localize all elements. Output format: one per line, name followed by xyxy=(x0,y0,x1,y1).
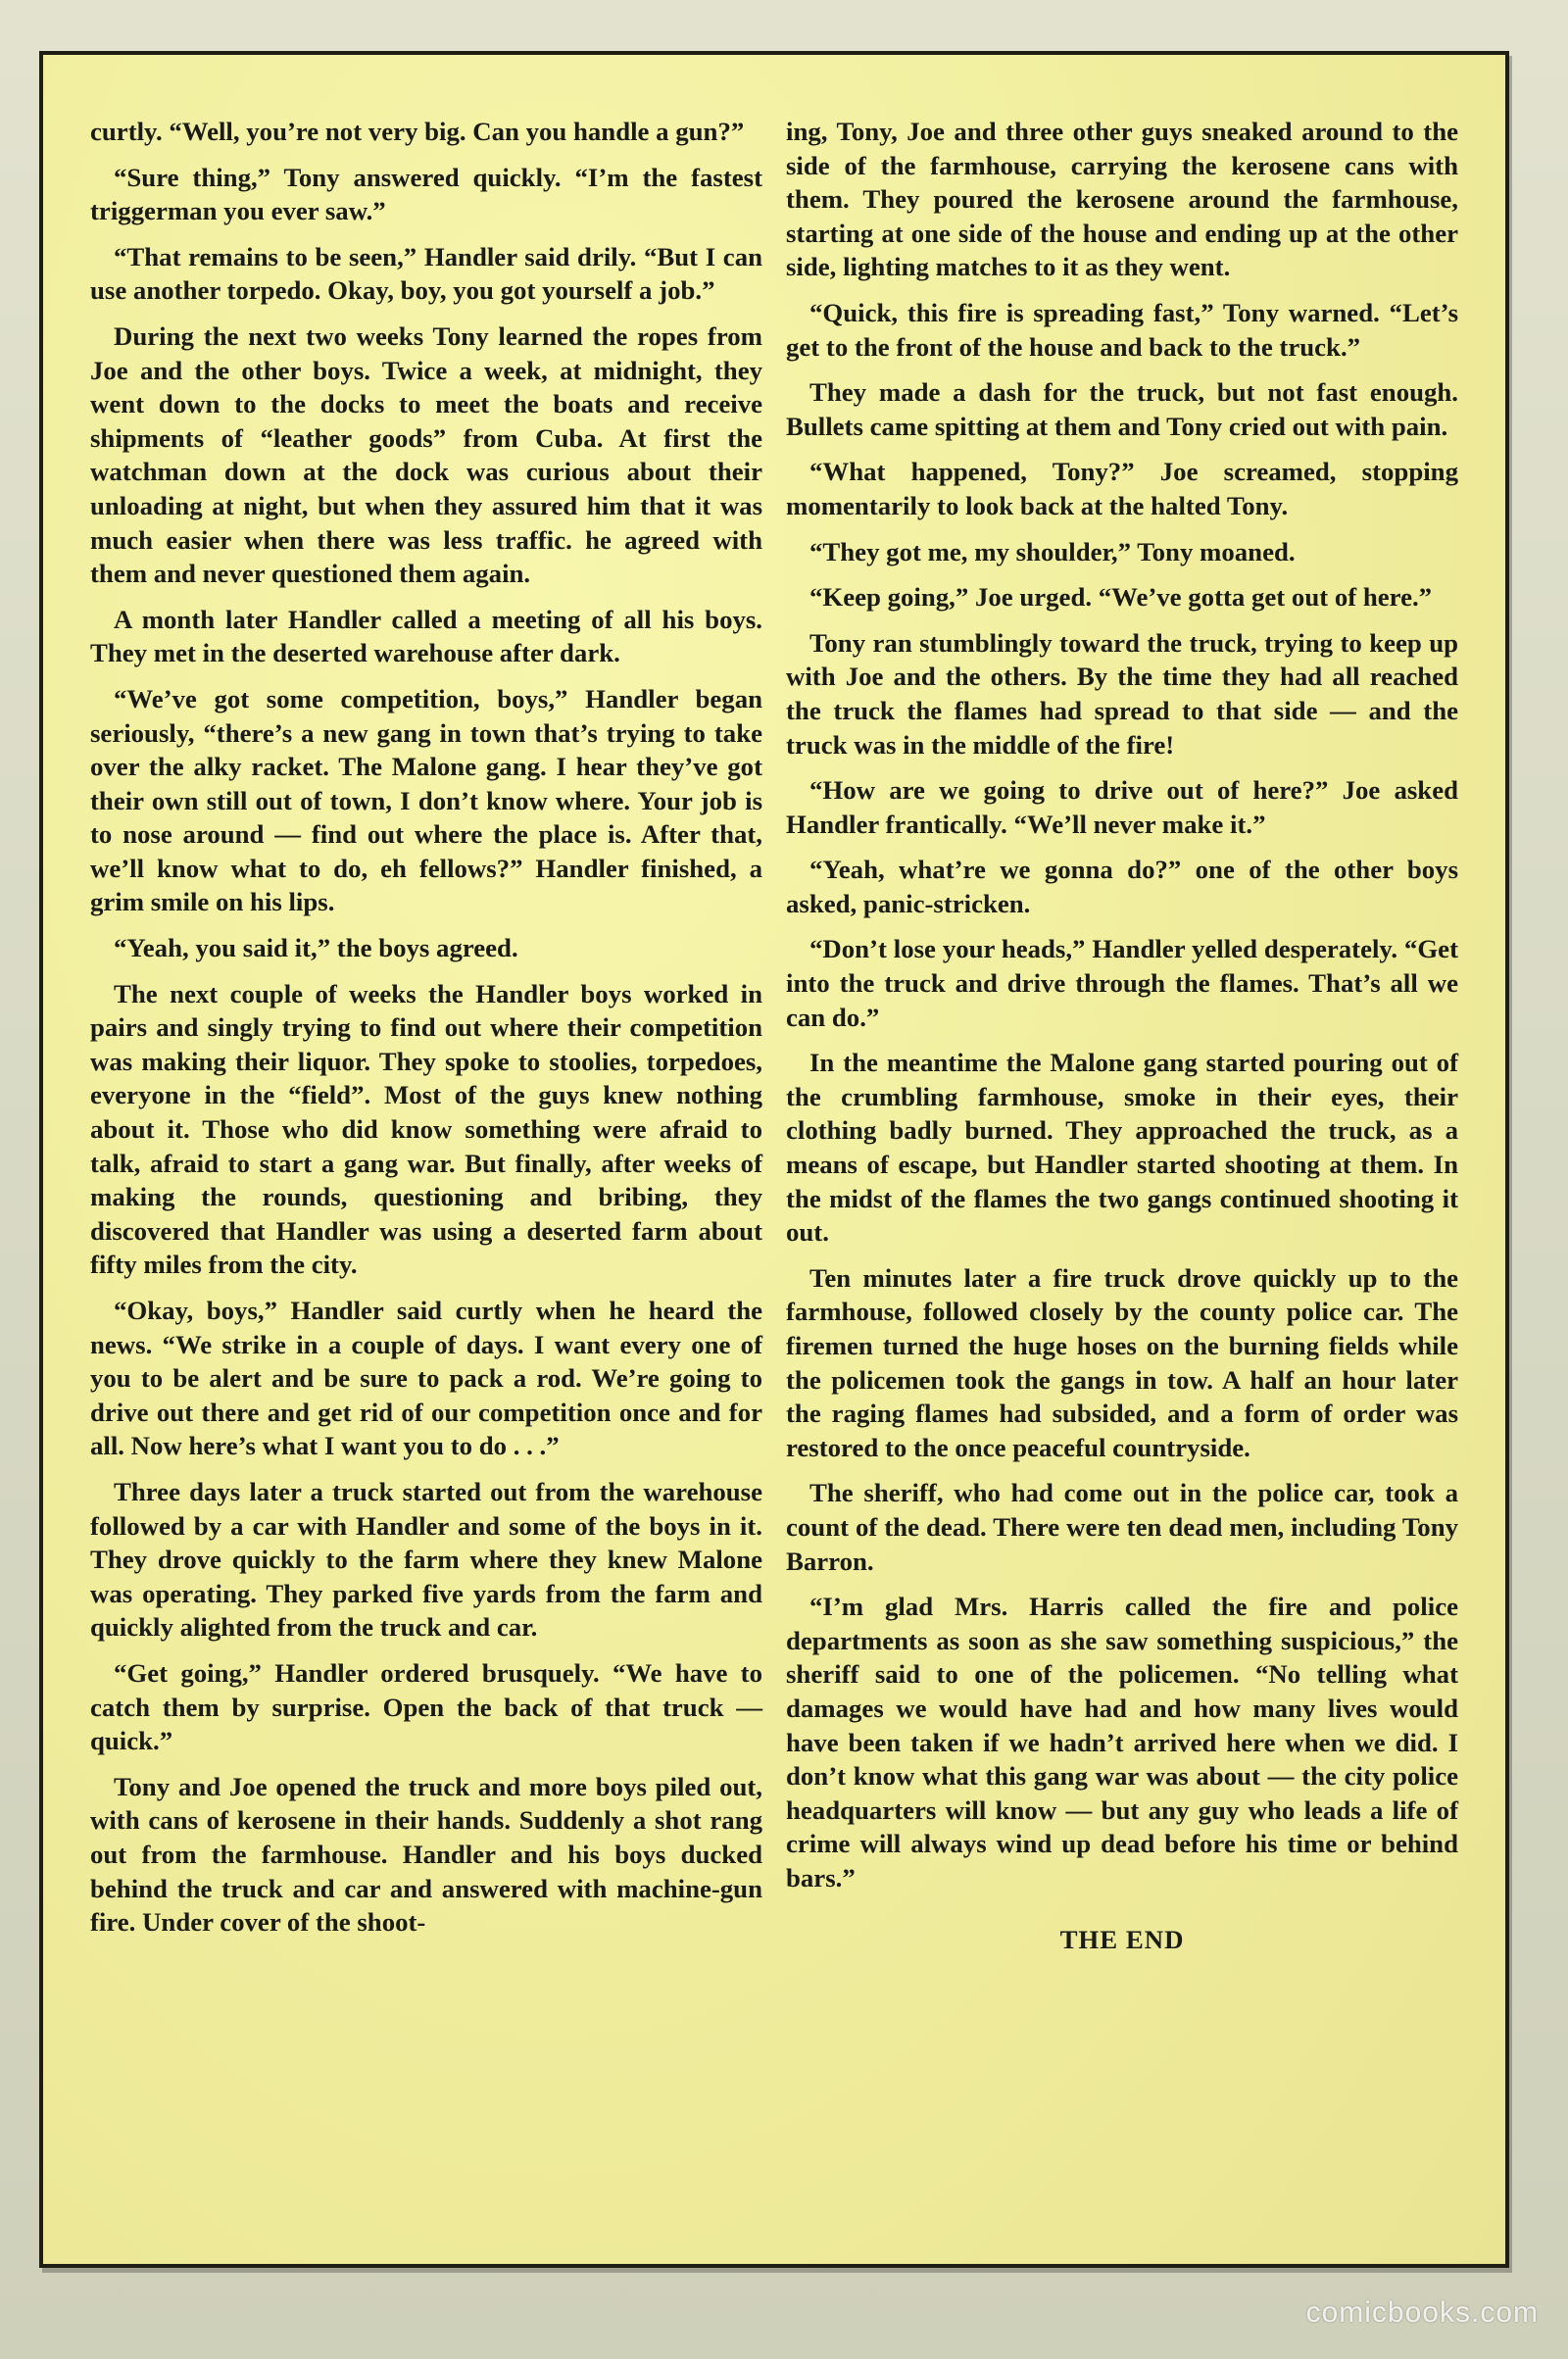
paragraph: During the next two weeks Tony learned the ropes from Joe and the other boys. Twice a week, at midnight, they went down to the docks to meet the boats and receive shipments of “leather goods” from Cuba. At first the watchman down at the dock was curious about their unloading at night, but when they assured him that it was much easier when there was less traffic. he agreed with them and never questioned them again. xyxy=(90,320,762,589)
paragraph: ing, Tony, Joe and three other guys sneaked around to the side of the farmhouse, carrying the kerosene cans with them. They poured the kerosene around the farmhouse, starting at one side of the house and ending up at the other side, lighting matches to it as they went. xyxy=(786,117,1458,282)
paragraph: “Don’t lose your heads,” Handler yelled desperately. “Get into the truck and drive through the flames. That’s all we can do.” xyxy=(786,934,1458,1032)
paragraph: “Sure thing,” Tony answered quickly. “I’m the fastest triggerman you ever saw.” xyxy=(90,162,762,226)
paragraph: A month later Handler called a meeting of all his boys. They met in the deserted warehouse after dark. xyxy=(90,604,762,668)
the-end-label: THE END xyxy=(1059,1924,1185,1954)
paragraph: Tony ran stumblingly toward the truck, trying to keep up with Joe and the others. By the time they had all reached the truck the flames had spread to that side — and the truck was in the middle of the fire! xyxy=(786,627,1458,760)
paragraph: “Quick, this fire is spreading fast,” Tony warned. “Let’s get to the front of the house and back to the truck.” xyxy=(786,297,1458,362)
paragraph: The sheriff, who had come out in the police car, took a count of the dead. There were ten dead men, including Tony Barron. xyxy=(786,1478,1458,1576)
paragraph: “Yeah, you said it,” the boys agreed. xyxy=(114,933,518,963)
paragraph: Tony and Joe opened the truck and more boys piled out, with cans of kerosene in their hands. Suddenly a shot rang out from the farmhouse. Handler and his boys ducked behind the truck and car and answered with machine-gun fire. Under cover of the shoot- xyxy=(90,1771,762,1938)
paragraph: “Get going,” Handler ordered brusquely. “We have to catch them by surprise. Open the back of that truck — quick.” xyxy=(90,1657,762,1756)
watermark: comicbooks.com xyxy=(1305,2296,1539,2329)
paragraph: “What happened, Tony?” Joe screamed, stopping momentarily to look back at the halted Tony. xyxy=(786,457,1458,520)
paragraph: “Okay, boys,” Handler said curtly when he heard the news. “We strike in a couple of days. I want every one of you to be alert and be sure to pack a rod. We’re going to drive out there and get rid of our competition once and for all. Now here’s what I want you to do . . .” xyxy=(90,1296,762,1461)
paragraph: “That remains to be seen,” Handler said drily. “But I can use another torpedo. Okay, boy, you got yourself a job.” xyxy=(90,241,762,306)
paragraph: Three days later a truck started out from the warehouse followed by a car with Handler and some of the boys in it. They drove quickly to the farm where they knew Malone was operating. They parked five yards from the farm and quickly alighted from the truck and car. xyxy=(90,1476,762,1643)
paragraph: “They got me, my shoulder,” Tony moaned. xyxy=(809,536,1296,566)
left-column xyxy=(90,115,762,1951)
paragraph: “We’ve got some competition, boys,” Handler began seriously, “there’s a new gang in town that’s trying to take over the alky racket. The Malone gang. I hear they’ve got their own still out of town, I don’t know where. Your job is to nose around — find out where the place is. After that, we’ll know what to do, eh fellows?” Handler finished, a grim smile on his lips. xyxy=(90,683,762,917)
paragraph: curtly. “Well, you’re not very big. Can you handle a gun?” xyxy=(90,117,745,146)
paragraph: “I’m glad Mrs. Harris called the fire and police departments as soon as she saw something suspicious,” the sheriff said to one of the policemen. “No telling what damages we would have had and how many lives would have been taken if we hadn’t arrived here when we did. I don’t know what this gang war was about — the city police headquarters will know — but any guy who leads a life of crime will always wind up dead before his time or behind bars.” xyxy=(786,1592,1458,1892)
paragraph: “Yeah, what’re we gonna do?” one of the other boys asked, panic-stricken. xyxy=(786,855,1458,918)
text-panel xyxy=(39,51,1509,2268)
paragraph: In the meantime the Malone gang started pouring out of the crumbling farmhouse, smoke in their eyes, their clothing badly burned. They approached the truck, as a means of escape, but Handler started shooting at them. In the midst of the flames the two gangs continued shooting it out. xyxy=(786,1048,1458,1248)
paragraph: They made a dash for the truck, but not fast enough. Bullets came spitting at them and Tony cried out with pain. xyxy=(786,377,1458,441)
right-column xyxy=(786,115,1458,1968)
paragraph: The next couple of weeks the Handler boys worked in pairs and singly trying to find out where their competition was making their liquor. They spoke to stoolies, torpedoes, everyone in the “field”. Most of the guys knew nothing about it. Those who did know something were afraid to talk, afraid to start a gang war. But finally, after weeks of making the rounds, questioning and bribing, they discovered that Handler was using a deserted farm about fifty miles from the city. xyxy=(90,978,762,1280)
paragraph: Ten minutes later a fire truck drove quickly up to the farmhouse, followed closely by the county police car. The firemen turned the huge hoses on the burning fields while the policemen took the gangs in tow. A half an hour later the raging flames had subsided, and a form of order was restored to the once peaceful countryside. xyxy=(786,1262,1458,1462)
paragraph: “Keep going,” Joe urged. “We’ve gotta get out of here.” xyxy=(809,582,1433,613)
paragraph: “How are we going to drive out of here?” Joe asked Handler frantically. “We’ll never make it.” xyxy=(786,775,1458,839)
